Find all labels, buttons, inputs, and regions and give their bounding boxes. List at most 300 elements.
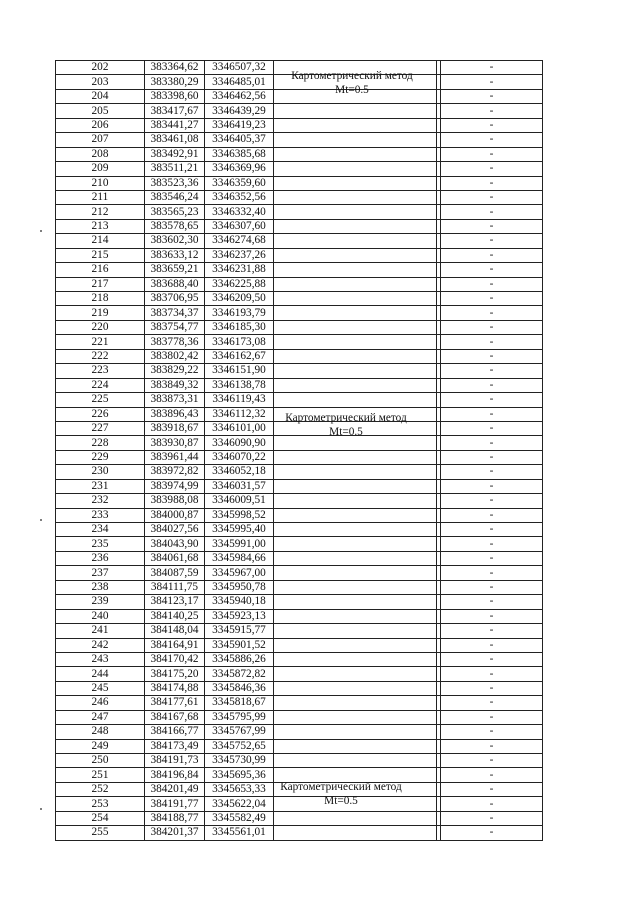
- value-cell: -: [441, 263, 543, 277]
- value-cell: -: [441, 205, 543, 219]
- y-coordinate-cell: 3345795,99: [205, 710, 274, 724]
- method-cell: [274, 696, 437, 710]
- x-coordinate-cell: 384174,88: [145, 681, 205, 695]
- y-coordinate-cell: 3346173,08: [205, 335, 274, 349]
- y-coordinate-cell: 3345923,13: [205, 609, 274, 623]
- method-cell: [274, 104, 437, 118]
- method-cell: [274, 566, 437, 580]
- value-cell: -: [441, 393, 543, 407]
- method-cell: [274, 725, 437, 739]
- x-coordinate-cell: 384043,90: [145, 537, 205, 551]
- table-row: [56, 479, 543, 493]
- method-cell: [274, 624, 437, 638]
- point-number-cell: 219: [56, 306, 145, 320]
- value-cell: -: [441, 710, 543, 724]
- y-coordinate-cell: 3346274,68: [205, 234, 274, 248]
- point-number-cell: 243: [56, 652, 145, 666]
- point-number-cell: 220: [56, 320, 145, 334]
- value-cell: -: [441, 681, 543, 695]
- table-row: [56, 739, 543, 753]
- point-number-cell: 245: [56, 681, 145, 695]
- x-coordinate-cell: 384201,49: [145, 782, 205, 796]
- table-row: [56, 609, 543, 623]
- y-coordinate-cell: 3345886,26: [205, 652, 274, 666]
- value-cell: -: [441, 609, 543, 623]
- table-row: [56, 147, 543, 161]
- x-coordinate-cell: 384167,68: [145, 710, 205, 724]
- y-coordinate-cell: 3346162,67: [205, 349, 274, 363]
- x-coordinate-cell: 383896,43: [145, 407, 205, 421]
- coordinates-table: [55, 60, 543, 841]
- point-number-cell: 225: [56, 393, 145, 407]
- x-coordinate-cell: 384201,37: [145, 826, 205, 840]
- table-row: [56, 465, 543, 479]
- method-cell: [274, 609, 437, 623]
- x-coordinate-cell: 383417,67: [145, 104, 205, 118]
- value-cell: -: [441, 725, 543, 739]
- point-number-cell: 202: [56, 61, 145, 75]
- method-cell: [274, 537, 437, 551]
- point-number-cell: 244: [56, 667, 145, 681]
- value-cell: -: [441, 566, 543, 580]
- table-row: [56, 393, 543, 407]
- value-cell: -: [441, 234, 543, 248]
- value-cell: -: [441, 61, 543, 75]
- point-number-cell: 215: [56, 248, 145, 262]
- point-number-cell: 217: [56, 277, 145, 291]
- method-cell: [274, 205, 437, 219]
- value-cell: -: [441, 320, 543, 334]
- method-cell: [274, 754, 437, 768]
- value-cell: -: [441, 349, 543, 363]
- x-coordinate-cell: 384173,49: [145, 739, 205, 753]
- value-cell: -: [441, 277, 543, 291]
- point-number-cell: 206: [56, 118, 145, 132]
- point-number-cell: 213: [56, 219, 145, 233]
- value-cell: -: [441, 652, 543, 666]
- value-cell: -: [441, 378, 543, 392]
- x-coordinate-cell: 384196,84: [145, 768, 205, 782]
- value-cell: -: [441, 306, 543, 320]
- x-coordinate-cell: 383492,91: [145, 147, 205, 161]
- y-coordinate-cell: 3346138,78: [205, 378, 274, 392]
- point-number-cell: 235: [56, 537, 145, 551]
- x-coordinate-cell: 383961,44: [145, 450, 205, 464]
- value-cell: -: [441, 248, 543, 262]
- y-coordinate-cell: 3346419,23: [205, 118, 274, 132]
- x-coordinate-cell: 383461,08: [145, 133, 205, 147]
- table-row: [56, 681, 543, 695]
- table-row: [56, 320, 543, 334]
- y-coordinate-cell: 3345846,36: [205, 681, 274, 695]
- x-coordinate-cell: 384188,77: [145, 811, 205, 825]
- y-coordinate-cell: 3346332,40: [205, 205, 274, 219]
- point-number-cell: 211: [56, 190, 145, 204]
- y-coordinate-cell: 3345940,18: [205, 595, 274, 609]
- point-number-cell: 230: [56, 465, 145, 479]
- x-coordinate-cell: 384123,17: [145, 595, 205, 609]
- method-cell: [274, 292, 437, 306]
- value-cell: -: [441, 147, 543, 161]
- point-number-cell: 223: [56, 364, 145, 378]
- method-cell: [274, 450, 437, 464]
- value-cell: -: [441, 190, 543, 204]
- method-accuracy: Mt=0.5: [324, 795, 358, 807]
- method-cell: [274, 118, 437, 132]
- x-coordinate-cell: 384177,61: [145, 696, 205, 710]
- method-cell: [274, 162, 437, 176]
- method-cell: [274, 580, 437, 594]
- y-coordinate-cell: 3345998,52: [205, 508, 274, 522]
- x-coordinate-cell: 383849,32: [145, 378, 205, 392]
- y-coordinate-cell: 3346119,43: [205, 393, 274, 407]
- y-coordinate-cell: 3345818,67: [205, 696, 274, 710]
- method-cell: [274, 234, 437, 248]
- x-coordinate-cell: 383441,27: [145, 118, 205, 132]
- value-cell: -: [441, 739, 543, 753]
- point-number-cell: 249: [56, 739, 145, 753]
- table-row: [56, 292, 543, 306]
- x-coordinate-cell: 384166,77: [145, 725, 205, 739]
- table-row: [56, 811, 543, 825]
- table-row: [56, 667, 543, 681]
- value-cell: -: [441, 219, 543, 233]
- x-coordinate-cell: 383546,24: [145, 190, 205, 204]
- y-coordinate-cell: 3345622,04: [205, 797, 274, 811]
- y-coordinate-cell: 3346237,26: [205, 248, 274, 262]
- point-number-cell: 255: [56, 826, 145, 840]
- y-coordinate-cell: 3346369,96: [205, 162, 274, 176]
- value-cell: -: [441, 624, 543, 638]
- point-number-cell: 216: [56, 263, 145, 277]
- x-coordinate-cell: 383974,99: [145, 479, 205, 493]
- table-row: [56, 335, 543, 349]
- table-row: [56, 248, 543, 262]
- x-coordinate-cell: 383688,40: [145, 277, 205, 291]
- method-cell: [274, 378, 437, 392]
- method-cell: [274, 190, 437, 204]
- point-number-cell: 251: [56, 768, 145, 782]
- value-cell: -: [441, 335, 543, 349]
- table-row: [56, 566, 543, 580]
- y-coordinate-cell: 3345984,66: [205, 551, 274, 565]
- table-row: [56, 638, 543, 652]
- point-number-cell: 218: [56, 292, 145, 306]
- value-cell: -: [441, 638, 543, 652]
- y-coordinate-cell: 3346070,22: [205, 450, 274, 464]
- y-coordinate-cell: 3345915,77: [205, 624, 274, 638]
- method-cell: [274, 638, 437, 652]
- x-coordinate-cell: 383398,60: [145, 89, 205, 103]
- point-number-cell: 240: [56, 609, 145, 623]
- y-coordinate-cell: 3346307,60: [205, 219, 274, 233]
- value-cell: -: [441, 754, 543, 768]
- point-number-cell: 226: [56, 407, 145, 421]
- point-number-cell: 229: [56, 450, 145, 464]
- table-row: [56, 494, 543, 508]
- y-coordinate-cell: 3346052,18: [205, 465, 274, 479]
- point-number-cell: 236: [56, 551, 145, 565]
- y-coordinate-cell: 3346231,88: [205, 263, 274, 277]
- x-coordinate-cell: 384191,73: [145, 754, 205, 768]
- x-coordinate-cell: 383602,30: [145, 234, 205, 248]
- x-coordinate-cell: 384000,87: [145, 508, 205, 522]
- y-coordinate-cell: 3346405,37: [205, 133, 274, 147]
- method-label-group-1: [271, 69, 433, 97]
- value-cell: -: [441, 523, 543, 537]
- y-coordinate-cell: 3345901,52: [205, 638, 274, 652]
- point-number-cell: 228: [56, 436, 145, 450]
- value-cell: -: [441, 75, 543, 89]
- value-cell: -: [441, 537, 543, 551]
- method-label-group-2: [265, 411, 427, 439]
- y-coordinate-cell: 3346101,00: [205, 421, 274, 435]
- point-number-cell: 212: [56, 205, 145, 219]
- y-coordinate-cell: 3346209,50: [205, 292, 274, 306]
- method-cell: [274, 263, 437, 277]
- point-number-cell: 227: [56, 421, 145, 435]
- x-coordinate-cell: 384111,75: [145, 580, 205, 594]
- x-coordinate-cell: 383706,95: [145, 292, 205, 306]
- x-coordinate-cell: 384164,91: [145, 638, 205, 652]
- point-number-cell: 204: [56, 89, 145, 103]
- method-cell: [274, 551, 437, 565]
- y-coordinate-cell: 3345653,33: [205, 782, 274, 796]
- table-row: [56, 277, 543, 291]
- method-cell: [274, 739, 437, 753]
- value-cell: -: [441, 162, 543, 176]
- point-number-cell: 250: [56, 754, 145, 768]
- x-coordinate-cell: 384027,56: [145, 523, 205, 537]
- value-cell: -: [441, 479, 543, 493]
- x-coordinate-cell: 383778,36: [145, 335, 205, 349]
- value-cell: -: [441, 176, 543, 190]
- value-cell: -: [441, 667, 543, 681]
- point-number-cell: 246: [56, 696, 145, 710]
- x-coordinate-cell: 383988,08: [145, 494, 205, 508]
- table-row: [56, 710, 543, 724]
- method-cell: [274, 393, 437, 407]
- value-cell: -: [441, 118, 543, 132]
- y-coordinate-cell: 3345991,00: [205, 537, 274, 551]
- value-cell: -: [441, 133, 543, 147]
- method-name: Картометрический метод: [285, 412, 407, 424]
- value-cell: -: [441, 421, 543, 435]
- point-number-cell: 232: [56, 494, 145, 508]
- table-row: [56, 537, 543, 551]
- table-row: [56, 696, 543, 710]
- table-row: [56, 190, 543, 204]
- method-name: Картометрический метод: [291, 70, 413, 82]
- x-coordinate-cell: 383734,37: [145, 306, 205, 320]
- y-coordinate-cell: 3345730,99: [205, 754, 274, 768]
- method-cell: [274, 320, 437, 334]
- y-coordinate-cell: 3346185,30: [205, 320, 274, 334]
- value-cell: -: [441, 89, 543, 103]
- y-coordinate-cell: 3346359,60: [205, 176, 274, 190]
- method-name: Картометрический метод: [280, 781, 402, 793]
- method-cell: [274, 595, 437, 609]
- table-row: [56, 306, 543, 320]
- value-cell: -: [441, 407, 543, 421]
- x-coordinate-cell: 383659,21: [145, 263, 205, 277]
- method-cell: [274, 523, 437, 537]
- value-cell: -: [441, 811, 543, 825]
- table-row: [56, 205, 543, 219]
- point-number-cell: 248: [56, 725, 145, 739]
- y-coordinate-cell: 3346151,90: [205, 364, 274, 378]
- method-cell: [274, 681, 437, 695]
- table-row: [56, 364, 543, 378]
- scan-speck: [40, 519, 42, 521]
- value-cell: -: [441, 436, 543, 450]
- value-cell: -: [441, 696, 543, 710]
- method-accuracy: Mt=0.5: [329, 426, 363, 438]
- method-cell: [274, 652, 437, 666]
- value-cell: -: [441, 450, 543, 464]
- table-row: [56, 754, 543, 768]
- point-number-cell: 233: [56, 508, 145, 522]
- table-row: [56, 133, 543, 147]
- y-coordinate-cell: 3346112,32: [205, 407, 274, 421]
- x-coordinate-cell: 383802,42: [145, 349, 205, 363]
- y-coordinate-cell: 3345767,99: [205, 725, 274, 739]
- method-cell: [274, 176, 437, 190]
- point-number-cell: 207: [56, 133, 145, 147]
- x-coordinate-cell: 383578,65: [145, 219, 205, 233]
- x-coordinate-cell: 383523,36: [145, 176, 205, 190]
- x-coordinate-cell: 384087,59: [145, 566, 205, 580]
- x-coordinate-cell: 383754,77: [145, 320, 205, 334]
- table-row: [56, 595, 543, 609]
- y-coordinate-cell: 3345872,82: [205, 667, 274, 681]
- method-cell: [274, 710, 437, 724]
- point-number-cell: 238: [56, 580, 145, 594]
- method-cell: [274, 494, 437, 508]
- y-coordinate-cell: 3345950,78: [205, 580, 274, 594]
- x-coordinate-cell: 384140,25: [145, 609, 205, 623]
- point-number-cell: 242: [56, 638, 145, 652]
- scan-speck: [40, 808, 42, 810]
- x-coordinate-cell: 383930,87: [145, 436, 205, 450]
- y-coordinate-cell: 3346485,01: [205, 75, 274, 89]
- x-coordinate-cell: 383829,22: [145, 364, 205, 378]
- point-number-cell: 241: [56, 624, 145, 638]
- y-coordinate-cell: 3345752,65: [205, 739, 274, 753]
- y-coordinate-cell: 3346352,56: [205, 190, 274, 204]
- point-number-cell: 247: [56, 710, 145, 724]
- y-coordinate-cell: 3346031,57: [205, 479, 274, 493]
- value-cell: -: [441, 797, 543, 811]
- y-coordinate-cell: 3346462,56: [205, 89, 274, 103]
- value-cell: -: [441, 508, 543, 522]
- value-cell: -: [441, 595, 543, 609]
- scan-speck: [40, 230, 42, 232]
- y-coordinate-cell: 3346507,32: [205, 61, 274, 75]
- table-row: [56, 551, 543, 565]
- y-coordinate-cell: 3346009,51: [205, 494, 274, 508]
- point-number-cell: 221: [56, 335, 145, 349]
- table-row: [56, 378, 543, 392]
- method-accuracy: Mt=0.5: [335, 84, 369, 96]
- y-coordinate-cell: 3346225,88: [205, 277, 274, 291]
- point-number-cell: 205: [56, 104, 145, 118]
- method-cell: [274, 826, 437, 840]
- method-cell: [274, 465, 437, 479]
- x-coordinate-cell: 384148,04: [145, 624, 205, 638]
- point-number-cell: 214: [56, 234, 145, 248]
- x-coordinate-cell: 383380,29: [145, 75, 205, 89]
- method-label-group-3: [260, 780, 422, 808]
- point-number-cell: 239: [56, 595, 145, 609]
- method-cell: [274, 335, 437, 349]
- x-coordinate-cell: 383918,67: [145, 421, 205, 435]
- point-number-cell: 222: [56, 349, 145, 363]
- table-row: [56, 263, 543, 277]
- x-coordinate-cell: 383364,62: [145, 61, 205, 75]
- point-number-cell: 237: [56, 566, 145, 580]
- x-coordinate-cell: 383511,21: [145, 162, 205, 176]
- point-number-cell: 208: [56, 147, 145, 161]
- value-cell: -: [441, 292, 543, 306]
- point-number-cell: 252: [56, 782, 145, 796]
- y-coordinate-cell: 3345695,36: [205, 768, 274, 782]
- x-coordinate-cell: 384191,77: [145, 797, 205, 811]
- x-coordinate-cell: 383565,23: [145, 205, 205, 219]
- table-row: [56, 624, 543, 638]
- point-number-cell: 253: [56, 797, 145, 811]
- method-cell: [274, 508, 437, 522]
- method-cell: [274, 147, 437, 161]
- table-row: [56, 162, 543, 176]
- y-coordinate-cell: 3345561,01: [205, 826, 274, 840]
- point-number-cell: 234: [56, 523, 145, 537]
- point-number-cell: 231: [56, 479, 145, 493]
- method-cell: [274, 133, 437, 147]
- value-cell: -: [441, 826, 543, 840]
- method-cell: [274, 277, 437, 291]
- table-row: [56, 523, 543, 537]
- value-cell: -: [441, 104, 543, 118]
- point-number-cell: 254: [56, 811, 145, 825]
- y-coordinate-cell: 3346193,79: [205, 306, 274, 320]
- method-cell: [274, 479, 437, 493]
- value-cell: -: [441, 465, 543, 479]
- y-coordinate-cell: 3346385,68: [205, 147, 274, 161]
- x-coordinate-cell: 383972,82: [145, 465, 205, 479]
- table-row: [56, 234, 543, 248]
- table-row: [56, 508, 543, 522]
- method-cell: [274, 248, 437, 262]
- x-coordinate-cell: 384061,68: [145, 551, 205, 565]
- coordinates-table-wrapper: [55, 60, 543, 841]
- method-cell: [274, 811, 437, 825]
- value-cell: -: [441, 494, 543, 508]
- x-coordinate-cell: 384170,42: [145, 652, 205, 666]
- y-coordinate-cell: 3345967,00: [205, 566, 274, 580]
- y-coordinate-cell: 3346439,29: [205, 104, 274, 118]
- table-row: [56, 118, 543, 132]
- method-cell: [274, 667, 437, 681]
- table-row: [56, 652, 543, 666]
- table-row: [56, 450, 543, 464]
- point-number-cell: 209: [56, 162, 145, 176]
- method-cell: [274, 349, 437, 363]
- value-cell: -: [441, 364, 543, 378]
- table-row: [56, 349, 543, 363]
- method-cell: [274, 219, 437, 233]
- x-coordinate-cell: 384175,20: [145, 667, 205, 681]
